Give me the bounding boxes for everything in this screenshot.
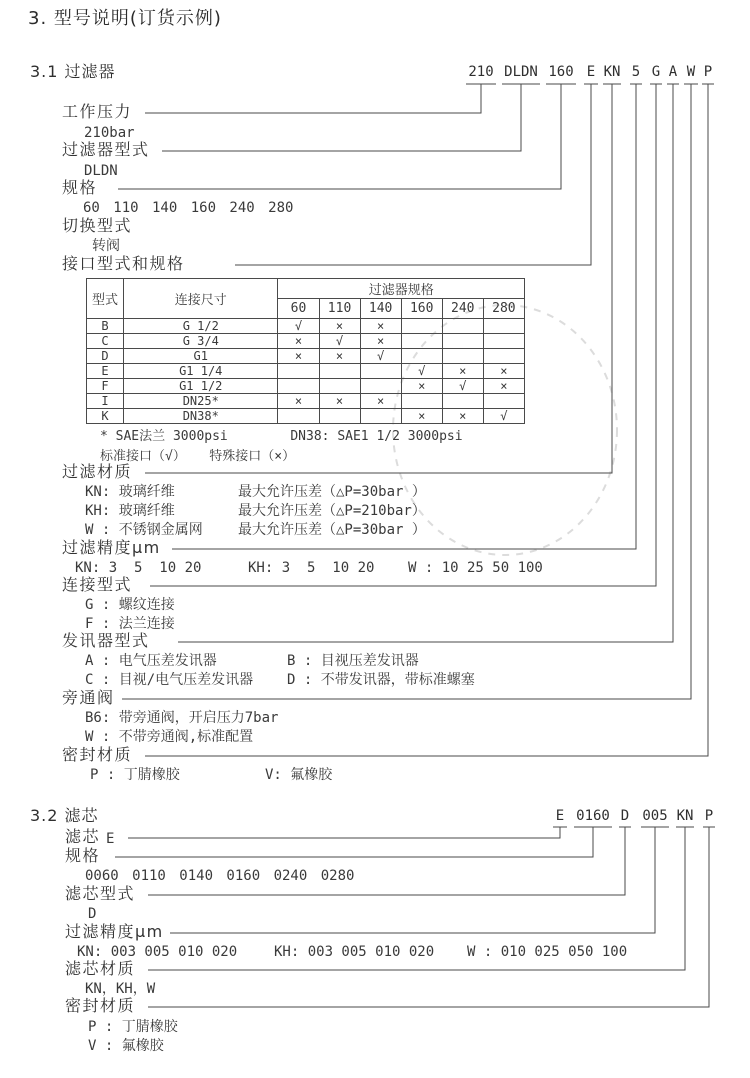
cell-mark: × [401, 409, 442, 424]
cell-mark: × [278, 334, 319, 349]
size-header: 160 [401, 299, 442, 319]
cell-mark: × [442, 364, 483, 379]
page-title: 3. 型号说明(订货示例) [28, 8, 222, 29]
label-element-type: 滤芯型式 [65, 884, 136, 903]
label-indicator-type: 发讯器型式 [62, 631, 150, 650]
cell-conn: G1 1/4 [124, 364, 278, 379]
cell-type: I [87, 394, 124, 409]
table-row [87, 409, 525, 424]
size-header: 60 [278, 299, 319, 319]
cell-conn: G1 1/2 [124, 379, 278, 394]
cell-mark: √ [401, 364, 442, 379]
cell-mark [278, 364, 319, 379]
code-token: P [703, 64, 713, 80]
cell-mark [401, 349, 442, 364]
value-element-material: KN，KH，W [85, 981, 156, 997]
indicator-c: C : 目视/电气压差发讯器 [85, 672, 254, 688]
cell-mark: √ [360, 349, 401, 364]
seal-v: V: 氟橡胶 [265, 767, 333, 783]
cell-mark: × [360, 394, 401, 409]
connection-g: G : 螺纹连接 [85, 597, 175, 613]
table-footnote-sae: * SAE法兰 3000psi DN38: SAE1 1/2 3000psi [100, 429, 463, 444]
media-w-desc: 最大允许压差（△P=30bar ） [238, 522, 426, 538]
value-working-pressure: 210bar [84, 125, 135, 141]
cell-mark [401, 319, 442, 334]
value-switch-type: 转阀 [92, 238, 120, 254]
code-token: 005 [642, 808, 668, 824]
size-header: 280 [483, 299, 524, 319]
cell-mark: √ [483, 409, 524, 424]
cell-mark [483, 319, 524, 334]
precision-kh: KH: 3 5 10 20 [248, 560, 375, 576]
label-filter-type: 过滤器型式 [62, 140, 150, 159]
label-filter-precision: 过滤精度μm [62, 538, 161, 557]
size-header: 140 [360, 299, 401, 319]
code-token: W [686, 64, 696, 80]
bypass-w: W : 不带旁通阀,标准配置 [85, 729, 254, 745]
media-kn-desc: 最大允许压差（△P=30bar ） [238, 484, 426, 500]
label-connection-type: 连接型式 [62, 575, 133, 594]
value-filter-type: DLDN [84, 163, 118, 179]
value-element-type: D [88, 906, 97, 922]
cell-mark [442, 319, 483, 334]
cell-mark: √ [278, 319, 319, 334]
label-filter-media: 过滤材质 [62, 462, 133, 481]
cell-mark [401, 394, 442, 409]
label-element-precision: 过滤精度μm [65, 922, 164, 941]
cell-mark: × [360, 334, 401, 349]
cell-mark: × [483, 379, 524, 394]
cell-mark [319, 364, 360, 379]
table-row [87, 364, 525, 379]
size-header: 240 [442, 299, 483, 319]
media-kh-code: KH: 玻璃纤维 [85, 503, 175, 519]
table-row [87, 319, 525, 334]
code-token: G [651, 64, 661, 80]
cell-mark: √ [319, 334, 360, 349]
table-row [87, 379, 525, 394]
seal-p: P : 丁腈橡胶 [90, 767, 180, 783]
code-token: 0160 [576, 808, 610, 824]
table-row [87, 394, 525, 409]
precision-w: W : 10 25 50 100 [408, 560, 543, 576]
label-switch-type: 切换型式 [62, 216, 133, 235]
label-element: 滤芯 [65, 827, 101, 846]
indicator-b: B : 目视压差发讯器 [287, 653, 419, 669]
cell-mark [442, 394, 483, 409]
cell-mark [319, 409, 360, 424]
element-precision-kh: KH: 003 005 010 020 [274, 944, 435, 960]
cell-mark: √ [442, 379, 483, 394]
label-seal-material: 密封材质 [62, 745, 133, 764]
cell-mark: × [483, 364, 524, 379]
label-element-material: 滤芯材质 [65, 959, 136, 978]
value-element-spec: 0060 0110 0140 0160 0240 0280 [85, 868, 355, 884]
section-filter-heading: 3.1 过滤器 [30, 62, 116, 81]
code-token: P [704, 808, 714, 824]
code-token: 160 [548, 64, 574, 80]
cell-mark [483, 394, 524, 409]
table-footnote-legend: 标准接口（√） 特殊接口（×） [100, 449, 296, 464]
element-seal-p: P : 丁腈橡胶 [88, 1019, 178, 1035]
cell-type: C [87, 334, 124, 349]
table-row [87, 349, 525, 364]
cell-type: B [87, 319, 124, 334]
col-header-group: 过滤器规格 [278, 279, 525, 299]
cell-mark [483, 334, 524, 349]
label-element-spec: 规格 [65, 846, 101, 865]
code-token: 5 [631, 64, 641, 80]
label-port-type: 接口型式和规格 [62, 254, 185, 273]
label-bypass-valve: 旁通阀 [62, 688, 115, 707]
table-row [87, 334, 525, 349]
indicator-d: D : 不带发讯器，带标准螺塞 [287, 672, 475, 688]
col-header-type: 型式 [87, 279, 124, 319]
cell-conn: G1 [124, 349, 278, 364]
media-kh-desc: 最大允许压差（△P=210bar） [238, 503, 426, 519]
code-token: D [620, 808, 630, 824]
col-header-conn: 连接尺寸 [124, 279, 278, 319]
cell-mark [360, 364, 401, 379]
cell-mark [319, 379, 360, 394]
port-size-table [86, 278, 525, 424]
cell-mark [278, 379, 319, 394]
cell-conn: DN38* [124, 409, 278, 424]
media-kn-code: KN: 玻璃纤维 [85, 484, 175, 500]
media-w-code: W : 不锈钢金属网 [85, 522, 203, 538]
cell-conn: DN25* [124, 394, 278, 409]
cell-type: D [87, 349, 124, 364]
cell-mark: × [360, 319, 401, 334]
code-token: KN [676, 808, 694, 824]
cell-type: E [87, 364, 124, 379]
precision-kn: KN: 3 5 10 20 [75, 560, 202, 576]
cell-mark [483, 349, 524, 364]
element-precision-w: W : 010 025 050 100 [467, 944, 628, 960]
value-spec: 60 110 140 160 240 280 [83, 200, 294, 216]
section-element-heading: 3.2 滤芯 [30, 806, 99, 825]
code-token: DLDN [504, 64, 538, 80]
code-token: 210 [468, 64, 494, 80]
size-header: 110 [319, 299, 360, 319]
element-precision-kn: KN: 003 005 010 020 [77, 944, 238, 960]
cell-type: K [87, 409, 124, 424]
label-working-pressure: 工作压力 [62, 102, 133, 121]
cell-mark [360, 409, 401, 424]
code-token: A [668, 64, 678, 80]
cell-mark [442, 349, 483, 364]
cell-mark: × [442, 409, 483, 424]
cell-mark: × [278, 349, 319, 364]
cell-mark: × [278, 394, 319, 409]
cell-mark [442, 334, 483, 349]
cell-mark [401, 334, 442, 349]
code-token: E [586, 64, 596, 80]
cell-mark: × [319, 349, 360, 364]
element-seal-v: V : 氟橡胶 [88, 1038, 164, 1054]
cell-mark: × [401, 379, 442, 394]
label-spec: 规格 [62, 178, 98, 197]
value-element: E [106, 831, 115, 847]
bypass-b6: B6: 带旁通阀，开启压力7bar [85, 710, 279, 726]
cell-mark: × [319, 319, 360, 334]
cell-mark: × [319, 394, 360, 409]
cell-mark [278, 409, 319, 424]
cell-conn: G 1/2 [124, 319, 278, 334]
label-element-seal: 密封材质 [65, 996, 136, 1015]
cell-conn: G 3/4 [124, 334, 278, 349]
indicator-a: A : 电气压差发讯器 [85, 653, 217, 669]
connection-f: F : 法兰连接 [85, 616, 175, 632]
cell-mark [360, 379, 401, 394]
cell-type: F [87, 379, 124, 394]
code-token: KN [603, 64, 621, 80]
code-token: E [555, 808, 565, 824]
